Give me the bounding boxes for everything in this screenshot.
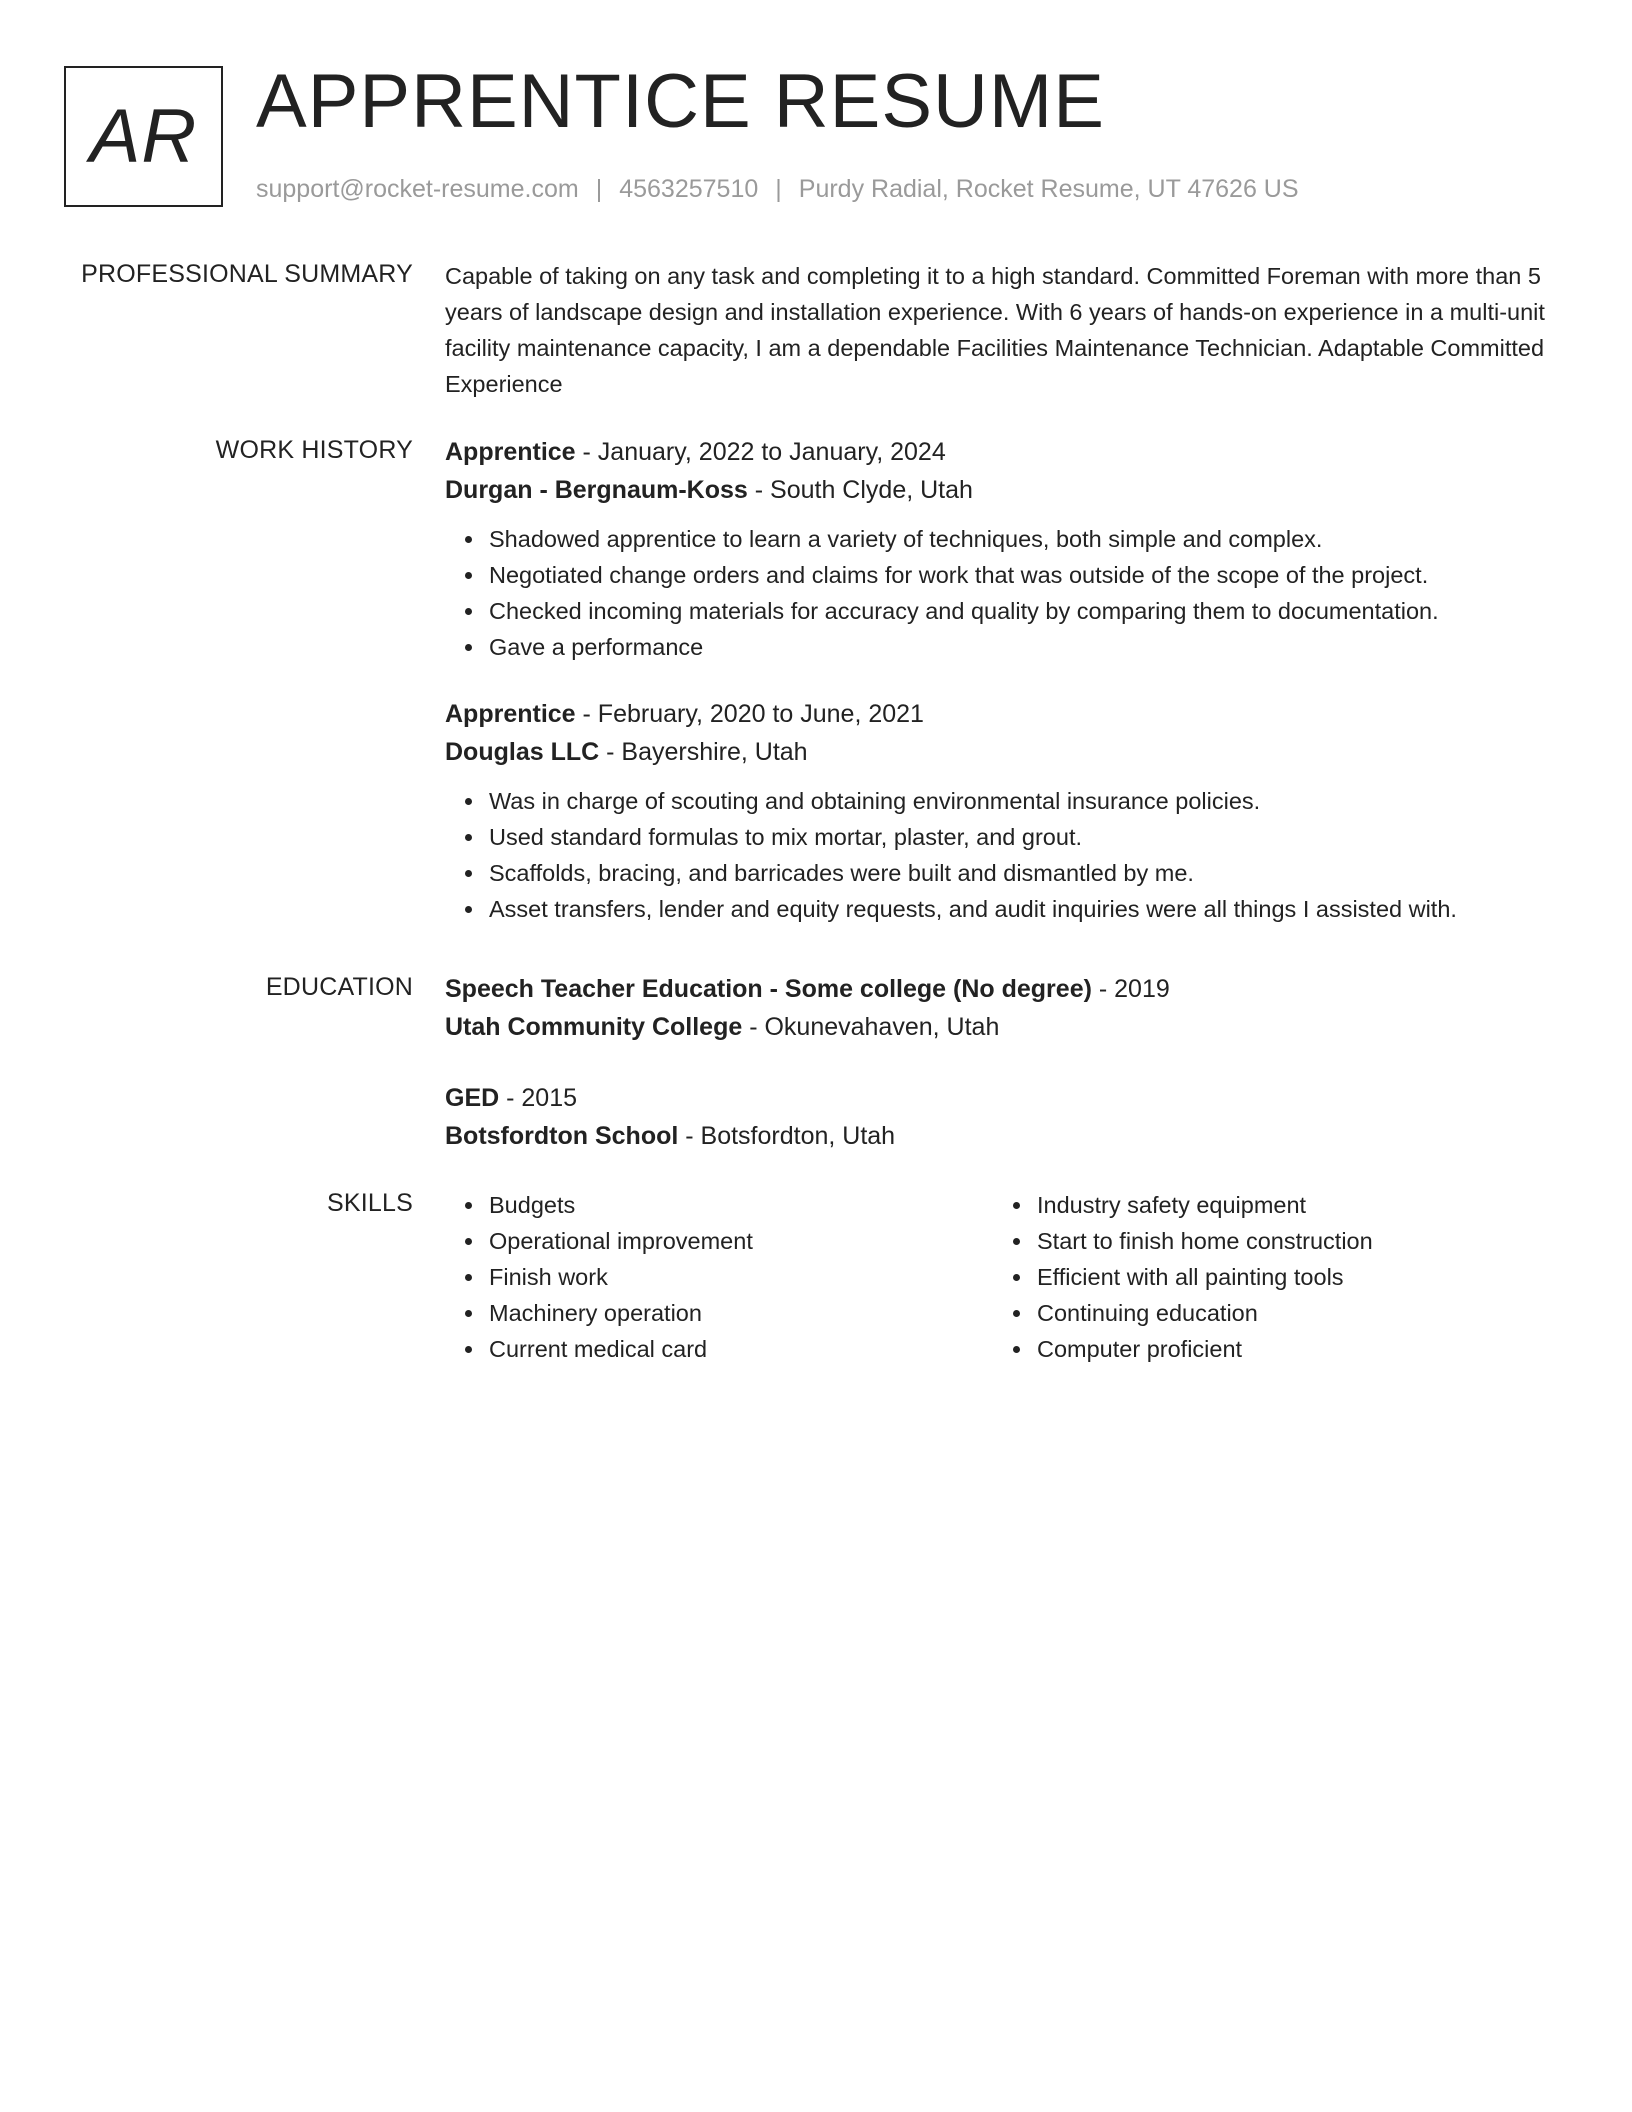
contact-separator: | <box>775 175 782 203</box>
education-location: - Botsfordton, Utah <box>678 1122 896 1150</box>
skill-item: Industry safety equipment <box>1037 1187 1541 1223</box>
job-bullet: Scaffolds, bracing, and barricades were built and dismantled by me. <box>489 855 1560 891</box>
job-company-line <box>445 471 1560 509</box>
education-year: - 2019 <box>1091 975 1170 1003</box>
skill-item: Machinery operation <box>489 1295 993 1331</box>
resume-title: APPRENTICE RESUME <box>256 59 1105 144</box>
education-body <box>445 970 1560 1155</box>
education-school: Utah Community College <box>445 1013 743 1041</box>
job-company-line <box>445 733 1560 771</box>
job-entry <box>445 695 1560 927</box>
skill-item: Computer proficient <box>1037 1331 1541 1367</box>
education-entry <box>445 1079 1560 1155</box>
education-school: Botsfordton School <box>445 1122 679 1150</box>
summary-text: Capable of taking on any task and completing it to a high standard. Committed Foreman with more than 5 years of landscape design and installation experience. With 6 years of hands-on experience in a multi-unit facility maintenance capacity, I am a dependable Facilities Maintenance Technician. Adaptable Committed Experience <box>445 263 1545 397</box>
contact-email: support@rocket-resume.com <box>256 175 579 203</box>
job-bullets <box>445 783 1560 927</box>
skills-list-left <box>445 1187 993 1367</box>
skill-item: Continuing education <box>1037 1295 1541 1331</box>
job-bullet: Used standard formulas to mix mortar, plaster, and grout. <box>489 819 1560 855</box>
job-bullet: Shadowed apprentice to learn a variety of techniques, both simple and complex. <box>489 521 1560 557</box>
monogram-initials: AR <box>89 94 198 179</box>
skill-item: Current medical card <box>489 1331 993 1367</box>
job-bullet: Gave a performance <box>489 629 1560 665</box>
skill-item: Budgets <box>489 1187 993 1223</box>
job-bullet: Checked incoming materials for accuracy and quality by comparing them to documentation. <box>489 593 1560 629</box>
education-degree-line <box>445 970 1560 1008</box>
job-dates: - January, 2022 to January, 2024 <box>575 438 946 466</box>
skills-list-right <box>993 1187 1541 1367</box>
job-company: Douglas LLC <box>445 738 600 766</box>
education-entry <box>445 970 1560 1046</box>
job-location: - Bayershire, Utah <box>599 738 808 766</box>
job-title-line <box>445 433 1560 471</box>
job-bullet: Negotiated change orders and claims for work that was outside of the scope of the project. <box>489 557 1560 593</box>
contact-separator: | <box>595 175 603 203</box>
monogram-box <box>64 66 223 207</box>
education-year: - 2015 <box>499 1084 578 1112</box>
skill-item: Efficient with all painting tools <box>1037 1259 1541 1295</box>
job-bullet: Was in charge of scouting and obtaining environmental insurance policies. <box>489 783 1560 819</box>
job-company: Durgan - Bergnaum-Koss <box>445 476 748 504</box>
education-degree: GED <box>445 1084 500 1112</box>
education-location: - Okunevahaven, Utah <box>742 1013 1000 1041</box>
education-degree: Speech Teacher Education - Some college (No degree) <box>445 975 1092 1003</box>
job-title-line <box>445 695 1560 733</box>
job-entry <box>445 433 1560 665</box>
skills-column-right <box>993 1187 1541 1367</box>
skills-column-left <box>445 1187 993 1367</box>
job-title: Apprentice <box>445 438 576 466</box>
contact-address: Purdy Radial, Rocket Resume, UT 47626 US <box>798 175 1299 203</box>
section-label-education: EDUCATION <box>265 973 413 1001</box>
contact-phone: 4563257510 <box>619 175 759 203</box>
section-label-summary: PROFESSIONAL SUMMARY <box>81 260 413 288</box>
skill-item: Operational improvement <box>489 1223 993 1259</box>
job-bullet: Asset transfers, lender and equity requests, and audit inquiries were all things I assisted with. <box>489 891 1560 927</box>
section-label-work-history: WORK HISTORY <box>215 436 413 464</box>
skill-item: Finish work <box>489 1259 993 1295</box>
skills-columns <box>445 1187 1560 1367</box>
section-label-skills: SKILLS <box>327 1189 413 1217</box>
skill-item: Start to finish home construction <box>1037 1223 1541 1259</box>
skills-body <box>445 1187 1560 1367</box>
job-location: - South Clyde, Utah <box>747 476 973 504</box>
summary-body <box>445 258 1560 402</box>
education-school-line <box>445 1117 1560 1155</box>
contact-line <box>256 172 1299 206</box>
work-history-body <box>445 433 1560 927</box>
job-title: Apprentice <box>445 700 576 728</box>
education-degree-line <box>445 1079 1560 1117</box>
education-school-line <box>445 1008 1560 1046</box>
job-bullets <box>445 521 1560 665</box>
job-dates: - February, 2020 to June, 2021 <box>575 700 924 728</box>
